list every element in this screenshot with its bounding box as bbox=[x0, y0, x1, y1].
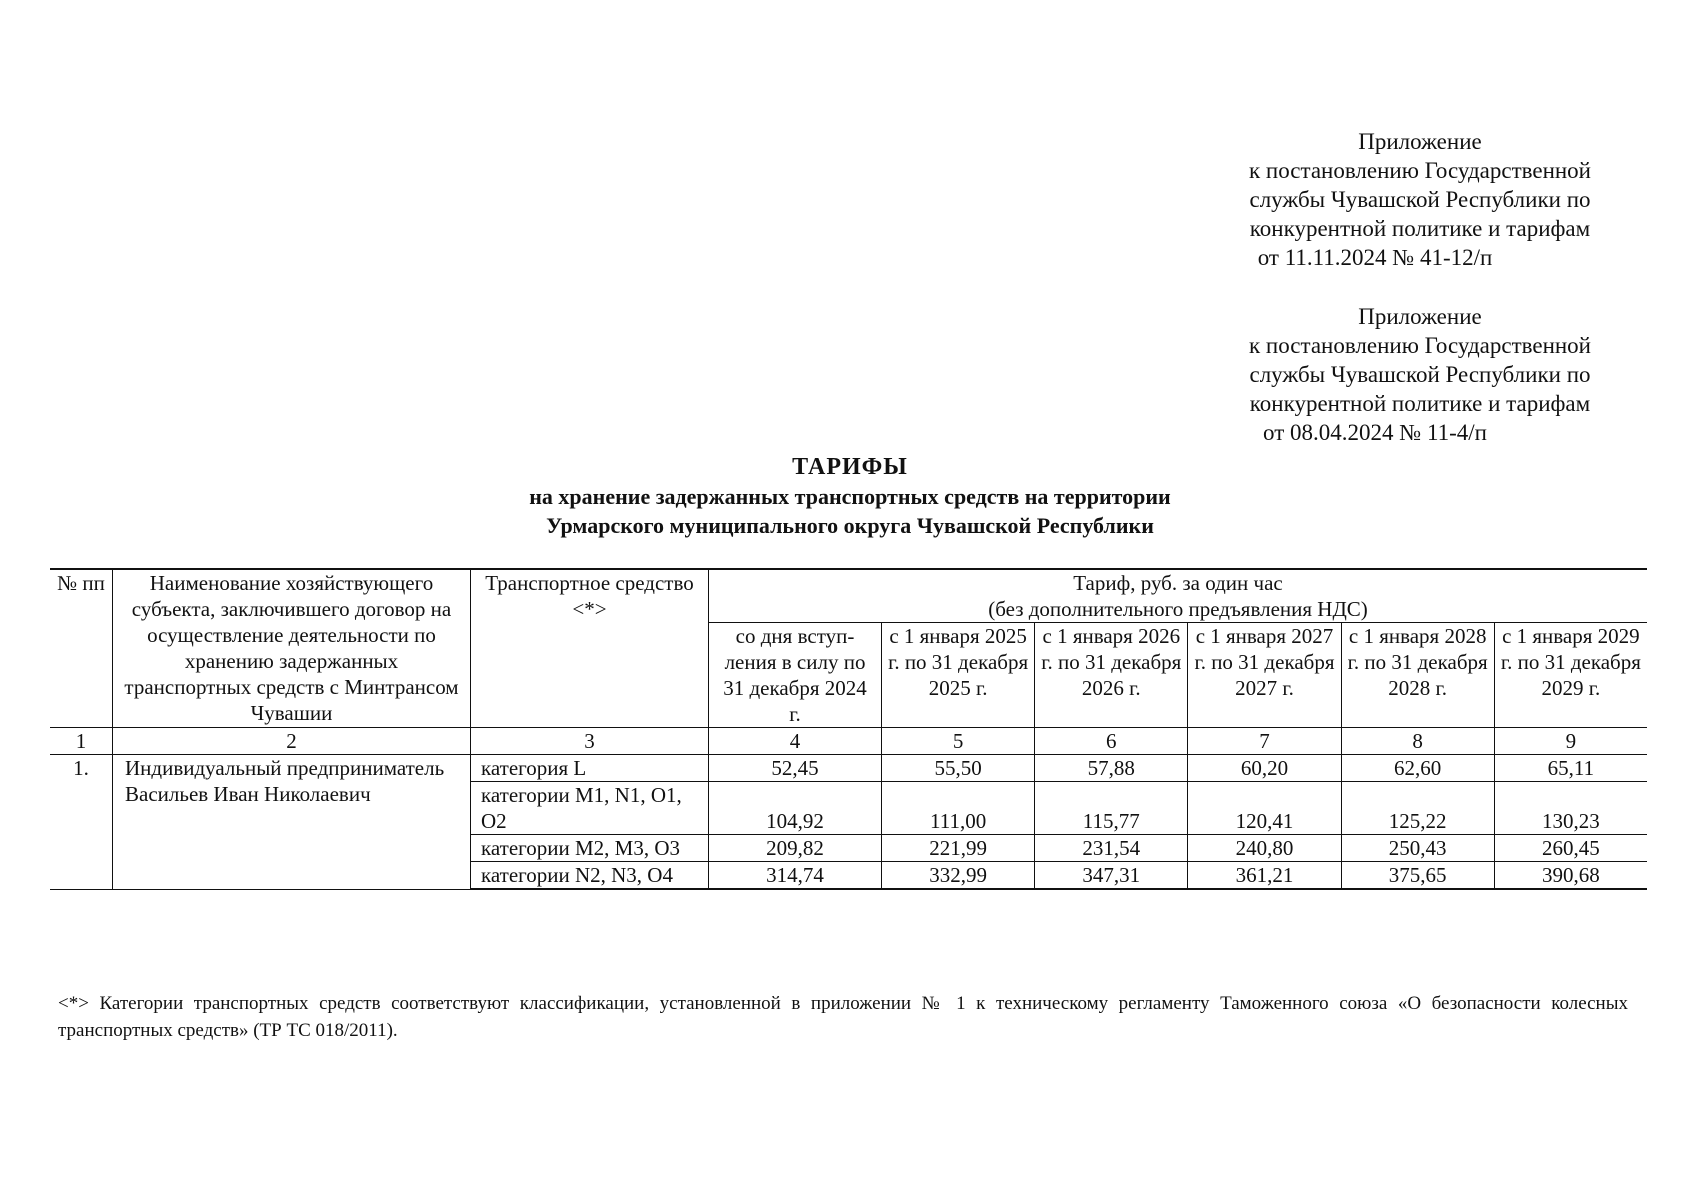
appendix-1-date-number: от 11.11.2024 № 41-12/п bbox=[1257, 245, 1493, 270]
tariff-value: 55,50 bbox=[882, 755, 1035, 782]
row-number: 1. bbox=[50, 755, 113, 890]
tariff-value: 250,43 bbox=[1341, 835, 1494, 862]
column-index: 7 bbox=[1188, 728, 1341, 755]
appendix-1-line-3: службы Чувашской Республики по bbox=[1249, 187, 1591, 212]
tariff-value: 209,82 bbox=[709, 835, 882, 862]
vehicle-category: категория L bbox=[471, 755, 709, 782]
tariff-value: 375,65 bbox=[1341, 862, 1494, 890]
header-period-5: с 1 января 2028 г. по 31 декабря 2028 г. bbox=[1341, 623, 1494, 728]
column-index: 6 bbox=[1035, 728, 1188, 755]
header-period-4: с 1 января 2027 г. по 31 декабря 2027 г. bbox=[1188, 623, 1341, 728]
tariff-value: 390,68 bbox=[1494, 862, 1647, 890]
vehicle-category: категории N2, N3, О4 bbox=[471, 862, 709, 890]
appendix-header-2 bbox=[1180, 302, 1660, 447]
appendix-2-date-number: от 08.04.2024 № 11-4/п bbox=[1263, 420, 1487, 445]
header-period-2: с 1 января 2025 г. по 31 декабря 2025 г. bbox=[882, 623, 1035, 728]
appendix-header-1 bbox=[1180, 127, 1660, 272]
vehicle-category: категории М1, N1, О1, О2 bbox=[471, 782, 709, 835]
column-index: 8 bbox=[1341, 728, 1494, 755]
table-header-row bbox=[50, 569, 1647, 623]
column-index: 2 bbox=[113, 728, 471, 755]
header-period-3: с 1 января 2026 г. по 31 декабря 2026 г. bbox=[1035, 623, 1188, 728]
header-tariff-subtitle: (без дополнительного предъявления НДС) bbox=[988, 597, 1368, 621]
tariff-value: 115,77 bbox=[1035, 782, 1188, 835]
tariff-value: 62,60 bbox=[1341, 755, 1494, 782]
column-index: 5 bbox=[882, 728, 1035, 755]
header-vehicle: Транспортное средство <*> bbox=[471, 569, 709, 728]
column-index-row bbox=[50, 728, 1647, 755]
entity-name: Индивидуальный предприниматель Васильев Иван Николаевич bbox=[113, 755, 471, 890]
header-num: № пп bbox=[50, 569, 113, 728]
tariff-value: 240,80 bbox=[1188, 835, 1341, 862]
column-index: 3 bbox=[471, 728, 709, 755]
column-index: 4 bbox=[709, 728, 882, 755]
tariff-value: 231,54 bbox=[1035, 835, 1188, 862]
title-main: ТАРИФЫ bbox=[792, 454, 908, 480]
footnote: <*> Категории транспортных средств соответствуют классификации, установленной в приложении № 1 к техническому регламенту Таможенного союза «О безопасности колесных транспортных средств» (ТР ТС 018/2011). bbox=[58, 993, 1628, 1041]
table-row bbox=[50, 755, 1647, 782]
tariff-value: 260,45 bbox=[1494, 835, 1647, 862]
document-title bbox=[300, 452, 1400, 540]
tariffs-table bbox=[50, 568, 1647, 890]
tariff-value: 361,21 bbox=[1188, 862, 1341, 890]
tariff-value: 314,74 bbox=[709, 862, 882, 890]
tariff-value: 60,20 bbox=[1188, 755, 1341, 782]
title-line-3: Урмарского муниципального округа Чувашской Республики bbox=[546, 513, 1154, 538]
header-tariff-group bbox=[709, 569, 1648, 623]
tariff-value: 111,00 bbox=[882, 782, 1035, 835]
tariff-value: 120,41 bbox=[1188, 782, 1341, 835]
appendix-2-line-1: Приложение bbox=[1358, 304, 1482, 329]
appendix-2-line-3: службы Чувашской Республики по bbox=[1249, 362, 1591, 387]
column-index: 9 bbox=[1494, 728, 1647, 755]
title-line-2: на хранение задержанных транспортных средств на территории bbox=[529, 484, 1171, 509]
tariff-value: 52,45 bbox=[709, 755, 882, 782]
appendix-1-line-4: конкурентной политике и тарифам bbox=[1249, 216, 1591, 241]
header-period-1: со дня вступ-ления в силу по 31 декабря 2024 г. bbox=[709, 623, 882, 728]
header-tariff-title: Тариф, руб. за один час bbox=[1073, 571, 1283, 595]
header-period-6: с 1 января 2029 г. по 31 декабря 2029 г. bbox=[1494, 623, 1647, 728]
tariff-value: 57,88 bbox=[1035, 755, 1188, 782]
tariff-value: 347,31 bbox=[1035, 862, 1188, 890]
appendix-1-line-1: Приложение bbox=[1358, 129, 1482, 154]
appendix-2-line-4: конкурентной политике и тарифам bbox=[1249, 391, 1591, 416]
tariff-value: 130,23 bbox=[1494, 782, 1647, 835]
tariff-value: 65,11 bbox=[1494, 755, 1647, 782]
vehicle-category: категории М2, М3, О3 bbox=[471, 835, 709, 862]
tariff-value: 104,92 bbox=[709, 782, 882, 835]
column-index: 1 bbox=[50, 728, 113, 755]
tariff-value: 221,99 bbox=[882, 835, 1035, 862]
appendix-1-line-2: к постановлению Государственной bbox=[1249, 158, 1591, 183]
tariff-value: 125,22 bbox=[1341, 782, 1494, 835]
tariff-value: 332,99 bbox=[882, 862, 1035, 890]
appendix-2-line-2: к постановлению Государственной bbox=[1249, 333, 1591, 358]
header-entity-name: Наименование хозяйствующего субъекта, заключившего договор на осуществление деятельности по хранению задержанных транспортных средств с Минтрансом Чувашии bbox=[113, 569, 471, 728]
